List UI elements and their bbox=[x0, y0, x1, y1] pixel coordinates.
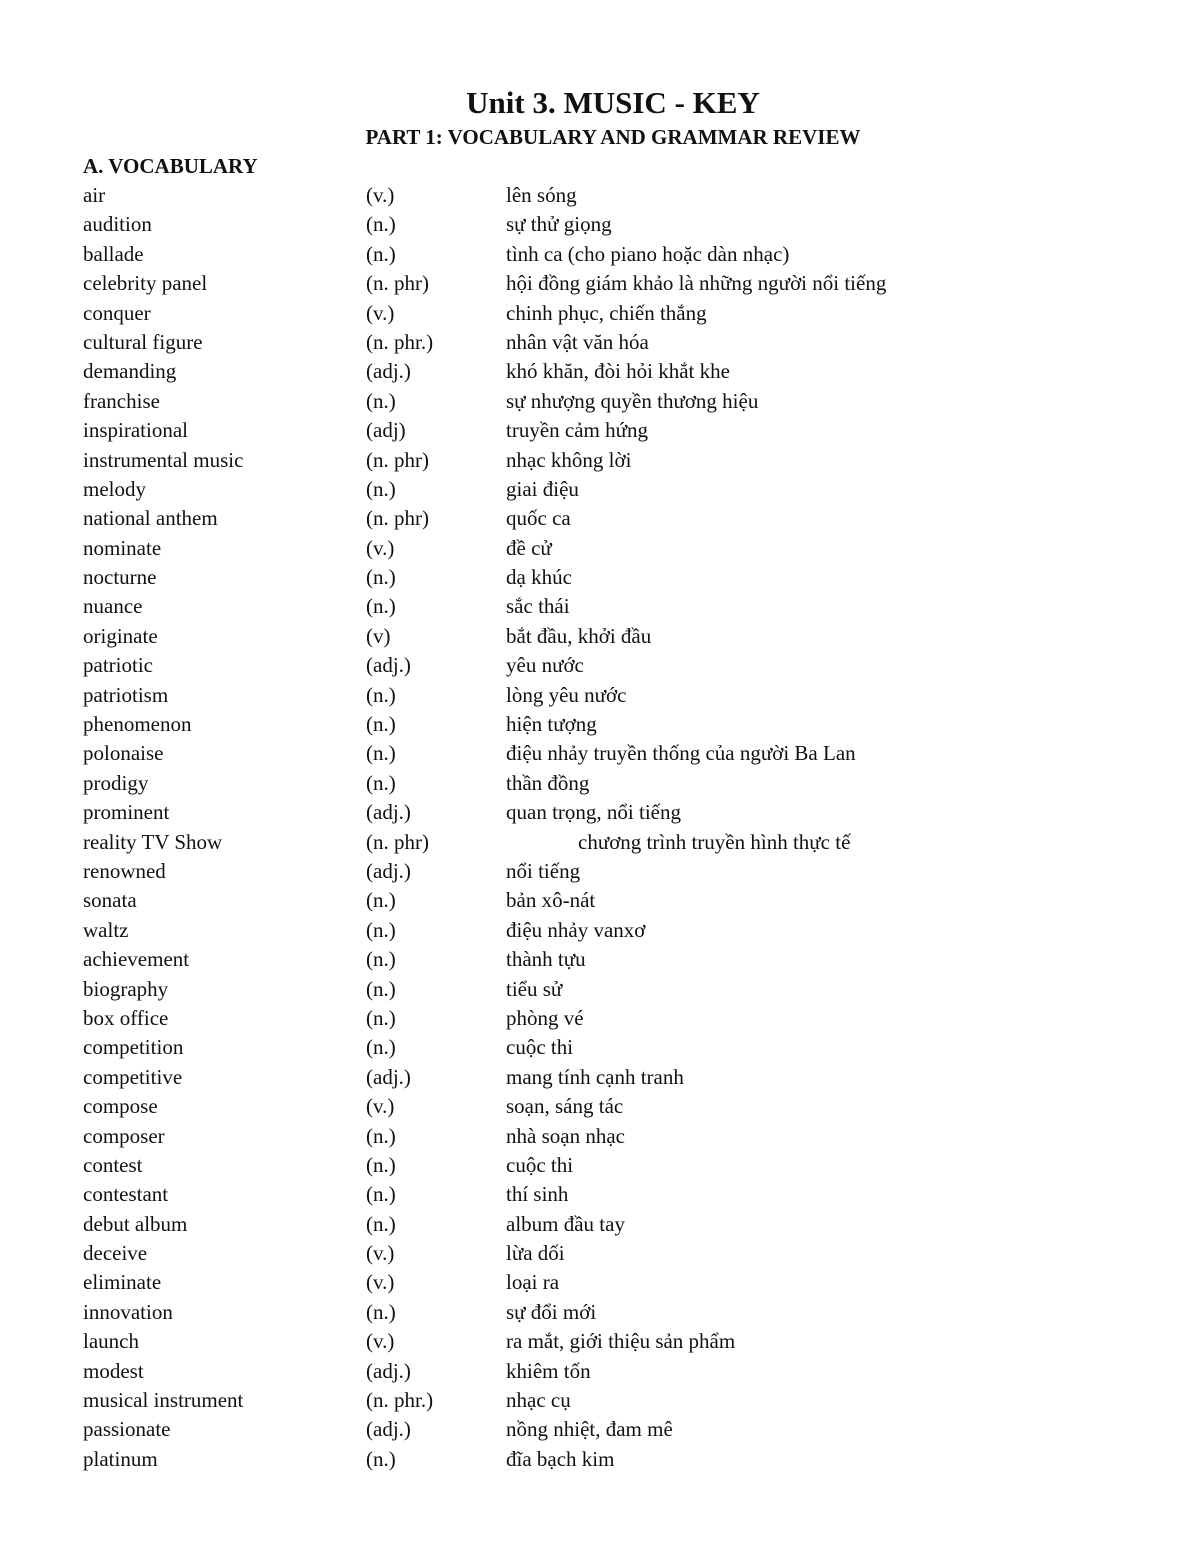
vocab-row bbox=[83, 387, 1133, 416]
vocab-row bbox=[83, 1239, 1133, 1268]
vocab-meaning: nhân vật văn hóa bbox=[506, 329, 649, 354]
vocab-word: contestant bbox=[83, 1182, 169, 1207]
vocab-meaning: điệu nhảy truyền thống của người Ba Lan bbox=[506, 741, 856, 766]
vocab-word: prominent bbox=[83, 800, 170, 825]
vocab-row bbox=[83, 563, 1133, 592]
vocab-word: modest bbox=[83, 1358, 144, 1383]
vocab-row bbox=[83, 269, 1133, 298]
vocab-part-of-speech: (n.) bbox=[366, 770, 396, 795]
vocab-row bbox=[83, 1327, 1133, 1356]
vocab-row bbox=[83, 975, 1133, 1004]
vocab-word: inspirational bbox=[83, 418, 188, 443]
vocab-meaning: nhà soạn nhạc bbox=[506, 1123, 625, 1148]
vocab-part-of-speech: (n.) bbox=[366, 1005, 396, 1030]
vocab-meaning: sự nhượng quyền thương hiệu bbox=[506, 388, 759, 413]
vocab-row bbox=[83, 1415, 1133, 1444]
vocab-meaning: nhạc không lời bbox=[506, 447, 632, 472]
vocab-meaning: nồng nhiệt, đam mê bbox=[506, 1417, 673, 1442]
vocab-row bbox=[83, 1092, 1133, 1121]
vocab-meaning: soạn, sáng tác bbox=[506, 1094, 624, 1119]
vocab-word: sonata bbox=[83, 888, 137, 913]
vocab-meaning: phòng vé bbox=[506, 1005, 584, 1030]
vocab-part-of-speech: (n.) bbox=[366, 212, 396, 237]
vocab-word: phenomenon bbox=[83, 712, 192, 737]
vocab-word: audition bbox=[83, 212, 152, 237]
vocab-meaning: sắc thái bbox=[506, 594, 570, 619]
vocab-part-of-speech: (n.) bbox=[366, 947, 396, 972]
vocab-row bbox=[83, 857, 1133, 886]
vocab-row bbox=[83, 475, 1133, 504]
vocab-part-of-speech: (v.) bbox=[366, 535, 395, 560]
vocab-row bbox=[83, 328, 1133, 357]
vocab-row bbox=[83, 446, 1133, 475]
vocab-meaning: loại ra bbox=[506, 1270, 560, 1295]
vocab-meaning: nhạc cụ bbox=[506, 1388, 571, 1413]
vocab-meaning: khiêm tốn bbox=[506, 1358, 591, 1383]
vocab-part-of-speech: (adj.) bbox=[366, 1358, 411, 1383]
vocab-meaning: khó khăn, đòi hỏi khắt khe bbox=[506, 359, 730, 384]
vocab-part-of-speech: (v.) bbox=[366, 183, 395, 207]
vocab-row bbox=[83, 416, 1133, 445]
vocab-row bbox=[83, 769, 1133, 798]
vocab-word: musical instrument bbox=[83, 1388, 244, 1413]
vocab-part-of-speech: (n.) bbox=[366, 1211, 396, 1236]
vocabulary-list bbox=[83, 181, 1133, 1474]
vocab-word: patriotic bbox=[83, 653, 153, 678]
vocab-row bbox=[83, 651, 1133, 680]
vocab-part-of-speech: (n.) bbox=[366, 476, 396, 501]
vocab-meaning: tình ca (cho piano hoặc dàn nhạc) bbox=[506, 241, 790, 266]
vocab-part-of-speech: (v.) bbox=[366, 300, 395, 325]
vocab-row bbox=[83, 534, 1133, 563]
vocab-row bbox=[83, 916, 1133, 945]
vocab-meaning: nổi tiếng bbox=[506, 858, 581, 883]
vocab-meaning: chương trình truyền hình thực tế bbox=[578, 829, 851, 854]
vocab-meaning: sự đổi mới bbox=[506, 1299, 597, 1324]
vocab-word: demanding bbox=[83, 359, 177, 384]
vocab-word: platinum bbox=[83, 1446, 158, 1471]
vocab-row bbox=[83, 240, 1133, 269]
vocab-part-of-speech: (n.) bbox=[366, 1446, 396, 1471]
vocab-word: cultural figure bbox=[83, 329, 203, 354]
vocab-part-of-speech: (v.) bbox=[366, 1094, 395, 1119]
vocab-word: instrumental music bbox=[83, 447, 244, 472]
vocab-word: patriotism bbox=[83, 682, 169, 707]
section-heading: A. VOCABULARY bbox=[83, 154, 258, 178]
vocab-meaning: hội đồng giám khảo là những người nổi tiếng bbox=[506, 271, 887, 296]
vocab-row bbox=[83, 299, 1133, 328]
vocab-word: national anthem bbox=[83, 506, 218, 531]
vocab-word: nominate bbox=[83, 535, 162, 560]
vocab-row bbox=[83, 681, 1133, 710]
vocab-meaning: bắt đầu, khởi đầu bbox=[506, 623, 652, 648]
vocab-part-of-speech: (n.) bbox=[366, 1152, 396, 1177]
vocab-row bbox=[83, 592, 1133, 621]
vocab-meaning: lòng yêu nước bbox=[506, 682, 627, 707]
vocab-row bbox=[83, 622, 1133, 651]
vocab-part-of-speech: (n.) bbox=[366, 888, 396, 913]
vocab-part-of-speech: (adj.) bbox=[366, 858, 411, 883]
vocab-part-of-speech: (n.) bbox=[366, 1299, 396, 1324]
vocab-part-of-speech: (n.) bbox=[366, 241, 396, 266]
vocab-word: air bbox=[83, 183, 106, 207]
vocab-part-of-speech: (n. phr) bbox=[366, 506, 429, 531]
vocab-part-of-speech: (adj) bbox=[366, 418, 406, 443]
vocab-word: reality TV Show bbox=[83, 829, 223, 854]
vocab-row bbox=[83, 945, 1133, 974]
vocab-meaning: sự thử giọng bbox=[506, 212, 612, 237]
vocab-row bbox=[83, 798, 1133, 827]
vocab-meaning: đề cử bbox=[506, 535, 552, 560]
vocab-row bbox=[83, 357, 1133, 386]
vocab-row bbox=[83, 181, 1133, 210]
vocab-meaning: chinh phục, chiến thắng bbox=[506, 300, 707, 325]
vocab-meaning: giai điệu bbox=[506, 476, 579, 501]
vocab-part-of-speech: (adj.) bbox=[366, 800, 411, 825]
vocab-meaning: mang tính cạnh tranh bbox=[506, 1064, 684, 1089]
vocab-row bbox=[83, 1210, 1133, 1239]
vocab-row bbox=[83, 210, 1133, 239]
vocab-word: originate bbox=[83, 623, 158, 648]
vocab-meaning: thí sinh bbox=[506, 1182, 569, 1207]
vocab-meaning: hiện tượng bbox=[506, 712, 597, 737]
vocab-row bbox=[83, 1357, 1133, 1386]
vocab-word: renowned bbox=[83, 858, 166, 883]
vocab-meaning: dạ khúc bbox=[506, 565, 572, 590]
vocab-meaning: truyền cảm hứng bbox=[506, 418, 649, 443]
vocab-word: waltz bbox=[83, 917, 129, 942]
vocab-meaning: thành tựu bbox=[506, 947, 586, 972]
vocab-part-of-speech: (n. phr) bbox=[366, 447, 429, 472]
vocab-meaning: quan trọng, nổi tiếng bbox=[506, 800, 681, 825]
vocab-row bbox=[83, 1151, 1133, 1180]
vocab-part-of-speech: (n. phr) bbox=[366, 829, 429, 854]
vocab-part-of-speech: (adj.) bbox=[366, 359, 411, 384]
vocab-part-of-speech: (adj.) bbox=[366, 1417, 411, 1442]
vocab-part-of-speech: (v.) bbox=[366, 1241, 395, 1266]
vocab-word: nocturne bbox=[83, 565, 157, 590]
vocab-row bbox=[83, 1445, 1133, 1474]
vocab-row bbox=[83, 1298, 1133, 1327]
vocab-word: competitive bbox=[83, 1064, 183, 1089]
vocab-row bbox=[83, 828, 1133, 857]
vocab-row bbox=[83, 1033, 1133, 1062]
vocab-part-of-speech: (n.) bbox=[366, 1123, 396, 1148]
vocab-meaning: lừa dối bbox=[506, 1241, 565, 1266]
vocab-meaning: ra mắt, giới thiệu sản phẩm bbox=[506, 1329, 736, 1354]
vocab-row bbox=[83, 1122, 1133, 1151]
vocab-word: deceive bbox=[83, 1241, 148, 1266]
vocab-row bbox=[83, 1180, 1133, 1209]
vocab-word: passionate bbox=[83, 1417, 171, 1442]
vocab-part-of-speech: (adj.) bbox=[366, 653, 411, 678]
vocab-part-of-speech: (adj.) bbox=[366, 1064, 411, 1089]
vocab-part-of-speech: (n.) bbox=[366, 1182, 396, 1207]
vocab-row bbox=[83, 886, 1133, 915]
vocab-word: contest bbox=[83, 1152, 143, 1177]
vocab-part-of-speech: (n. phr.) bbox=[366, 329, 434, 354]
vocab-word: ballade bbox=[83, 241, 144, 266]
vocab-word: compose bbox=[83, 1094, 158, 1119]
vocab-word: polonaise bbox=[83, 741, 164, 766]
vocab-word: biography bbox=[83, 976, 169, 1001]
vocab-word: launch bbox=[83, 1329, 139, 1354]
vocab-meaning: yêu nước bbox=[506, 653, 584, 678]
vocab-meaning: cuộc thi bbox=[506, 1035, 574, 1060]
vocab-word: eliminate bbox=[83, 1270, 162, 1295]
vocab-part-of-speech: (n.) bbox=[366, 712, 396, 737]
vocab-part-of-speech: (n. phr.) bbox=[366, 1388, 434, 1413]
vocab-word: debut album bbox=[83, 1211, 188, 1236]
page-title: Unit 3. MUSIC - KEY bbox=[466, 85, 760, 120]
vocab-meaning: đĩa bạch kim bbox=[506, 1446, 615, 1471]
vocab-row bbox=[83, 1268, 1133, 1297]
vocab-meaning: cuộc thi bbox=[506, 1152, 574, 1177]
vocab-part-of-speech: (n.) bbox=[366, 976, 396, 1001]
vocab-word: achievement bbox=[83, 947, 190, 972]
vocab-row bbox=[83, 1004, 1133, 1033]
vocab-word: prodigy bbox=[83, 770, 149, 795]
vocab-row bbox=[83, 1386, 1133, 1415]
vocab-word: nuance bbox=[83, 594, 143, 619]
vocab-meaning: điệu nhảy vanxơ bbox=[506, 917, 646, 942]
vocab-row bbox=[83, 739, 1133, 768]
vocab-word: box office bbox=[83, 1005, 169, 1030]
vocab-word: innovation bbox=[83, 1299, 173, 1324]
vocab-meaning: tiểu sử bbox=[506, 976, 563, 1001]
vocab-part-of-speech: (n.) bbox=[366, 682, 396, 707]
vocab-meaning: bản xô-nát bbox=[506, 888, 596, 913]
vocab-part-of-speech: (v.) bbox=[366, 1270, 395, 1295]
vocab-part-of-speech: (n.) bbox=[366, 388, 396, 413]
vocab-part-of-speech: (n.) bbox=[366, 1035, 396, 1060]
vocab-word: conquer bbox=[83, 300, 151, 325]
vocab-word: competition bbox=[83, 1035, 184, 1060]
vocab-word: melody bbox=[83, 476, 146, 501]
vocab-part-of-speech: (n.) bbox=[366, 741, 396, 766]
vocab-part-of-speech: (n.) bbox=[366, 565, 396, 590]
vocab-word: celebrity panel bbox=[83, 271, 208, 296]
vocab-word: composer bbox=[83, 1123, 165, 1148]
vocab-part-of-speech: (n.) bbox=[366, 594, 396, 619]
vocab-meaning: quốc ca bbox=[506, 506, 571, 531]
vocab-row bbox=[83, 504, 1133, 533]
vocab-word: franchise bbox=[83, 388, 160, 413]
vocab-meaning: lên sóng bbox=[506, 183, 577, 207]
vocab-row bbox=[83, 710, 1133, 739]
vocab-meaning: thần đồng bbox=[506, 770, 590, 795]
vocab-part-of-speech: (n. phr) bbox=[366, 271, 429, 296]
vocab-part-of-speech: (v.) bbox=[366, 1329, 395, 1354]
vocab-part-of-speech: (v) bbox=[366, 623, 391, 648]
part-title: PART 1: VOCABULARY AND GRAMMAR REVIEW bbox=[365, 125, 861, 149]
vocab-row bbox=[83, 1063, 1133, 1092]
vocab-part-of-speech: (n.) bbox=[366, 917, 396, 942]
vocab-meaning: album đầu tay bbox=[506, 1211, 625, 1236]
